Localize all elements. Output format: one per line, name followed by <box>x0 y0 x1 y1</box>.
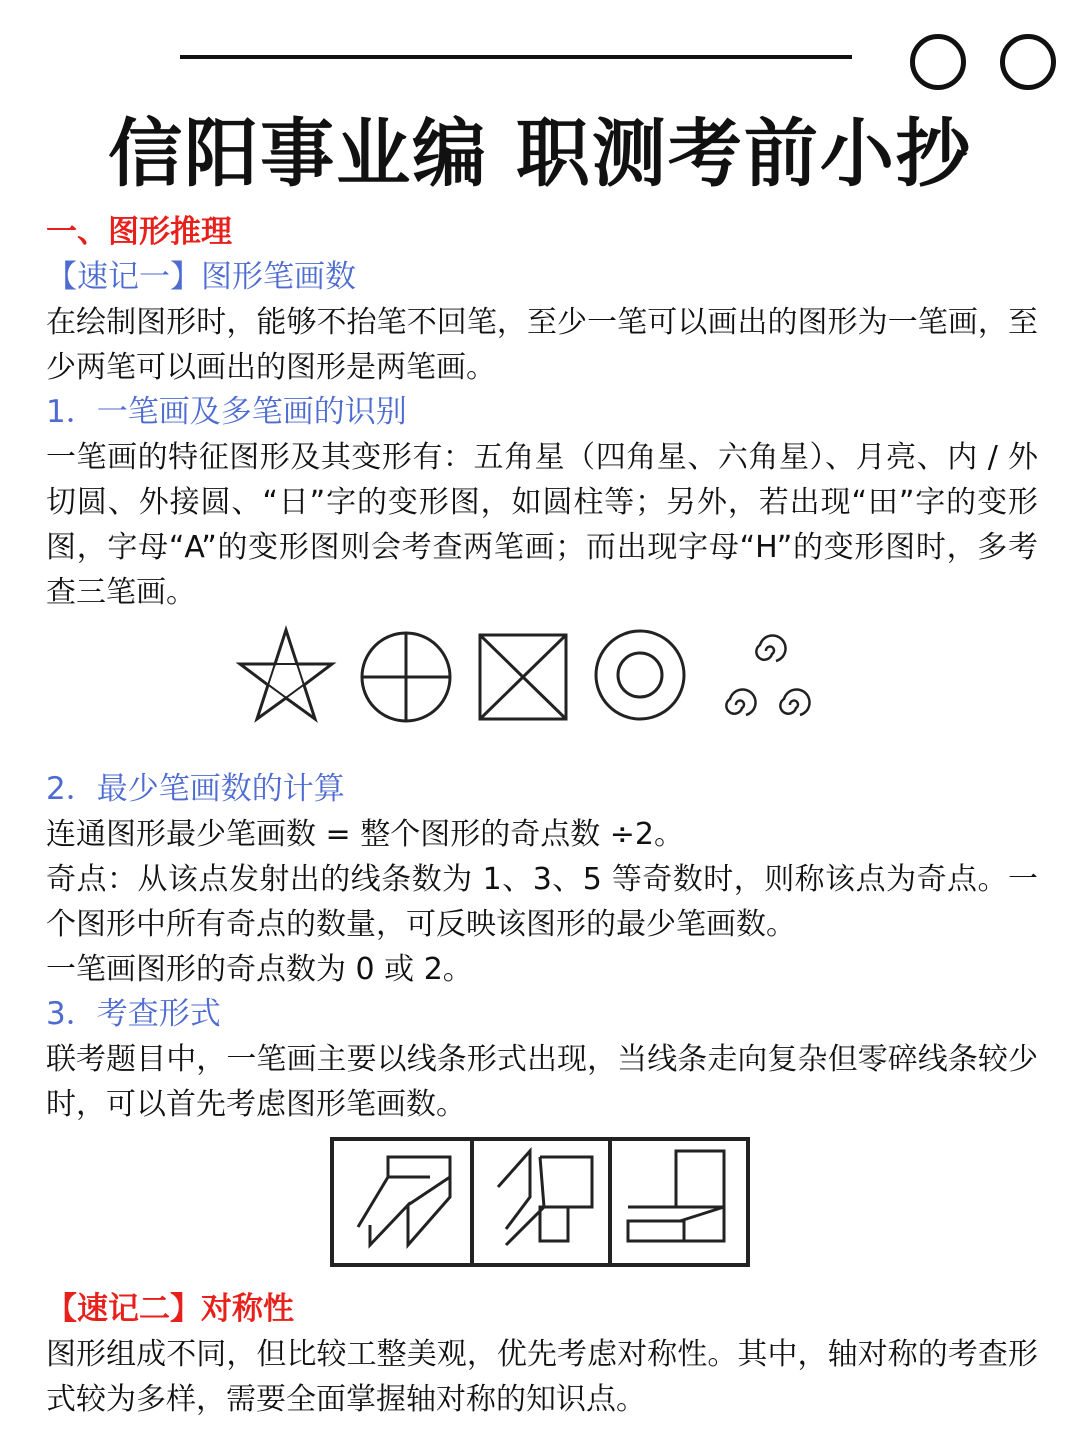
top-decor-line <box>180 55 852 59</box>
sub2-line1: 连通图形最少笔画数 = 整个图形的奇点数 ÷2。 <box>46 817 684 852</box>
sub2-heading: 2．最少笔画数的计算 <box>46 771 345 807</box>
memo1-heading: 【速记一】图形笔画数 <box>46 259 356 295</box>
stroke-question-figure <box>46 1127 1038 1287</box>
main-content <box>46 210 1038 1422</box>
concentric-circle-icon <box>596 631 684 719</box>
memo2-heading: 【速记二】对称性 <box>46 1291 294 1327</box>
circle-icon <box>1000 34 1056 90</box>
circle-cross-icon <box>362 633 450 721</box>
memo2-text: 图形组成不同，但比较工整美观，优先考虑对称性。其中，轴对称的考查形式较为多样，需要全面掌握轴对称的知识点。 <box>46 1337 1038 1417</box>
puzzle-figure-a <box>358 1157 450 1245</box>
sub2-line2: 奇点：从该点发射出的线条数为 1、3、5 等奇数时，则称该点为奇点。一个图形中所有奇点的数量，可反映该图形的最少笔画数。 <box>46 862 1038 942</box>
sub3-text: 联考题目中，一笔画主要以线条形式出现，当线条走向复杂但零碎线条较少时，可以首先考虑图形笔画数。 <box>46 1042 1038 1122</box>
memo1-intro: 在绘制图形时，能够不抬笔不回笔，至少一笔可以画出的图形为一笔画，至少两笔可以画出的图形是两笔画。 <box>46 305 1038 385</box>
puzzle-figure-c <box>628 1151 724 1241</box>
one-stroke-figures <box>46 615 1038 767</box>
circle-icon <box>910 34 966 90</box>
section-heading: 一、图形推理 <box>46 214 232 250</box>
page-title: 信阳事业编 职测考前小抄 <box>108 111 972 197</box>
sub1-heading: 1．一笔画及多笔画的识别 <box>46 394 407 430</box>
puzzle-figure-b <box>498 1151 592 1245</box>
box-x-icon <box>480 635 566 719</box>
star-icon <box>240 630 332 719</box>
sub3-heading: 3．考查形式 <box>46 996 221 1032</box>
sub2-line3: 一笔画图形的奇点数为 0 或 2。 <box>46 952 473 987</box>
sub1-text: 一笔画的特征图形及其变形有：五角星（四角星、六角星）、月亮、内 / 外切圆、外接圆、“日”字的变形图，如圆柱等；另外，若出现“田”字的变形图，字母“A”的变形图则会考查两笔画；而出现字母“H”的变形图时，多考查三笔画。 <box>46 440 1038 610</box>
spiral-icon <box>726 635 809 715</box>
